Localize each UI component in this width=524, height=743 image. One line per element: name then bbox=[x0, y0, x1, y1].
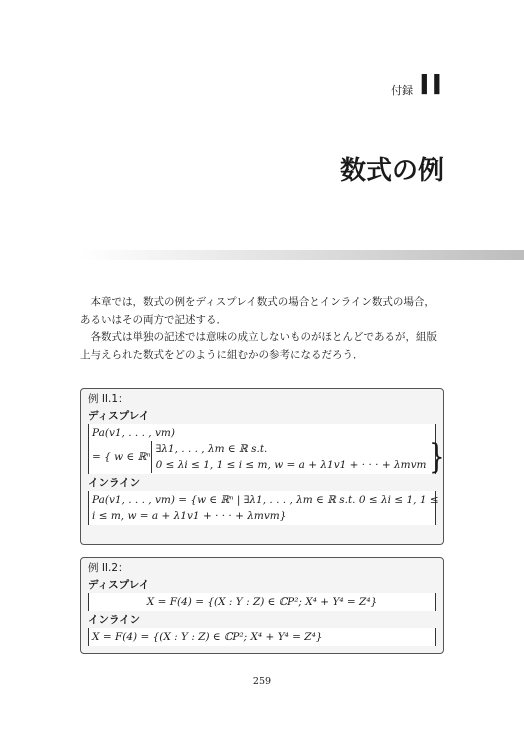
math-line: ∃λ1, . . . , λm ∈ ℝ s.t. bbox=[155, 443, 268, 455]
example-box-1 bbox=[80, 388, 444, 545]
page-number: 259 bbox=[252, 676, 272, 687]
math-line: Pa(v1, . . . , vm) = {w ∈ ℝⁿ | ∃λ1, . . . , λm ∈ ℝ s.t. 0 ≤ λi ≤ 1, 1 ≤ bbox=[92, 494, 439, 506]
intro-text bbox=[80, 294, 444, 364]
example-title: 例 II.2： bbox=[88, 562, 129, 574]
decorative-rule-bar bbox=[80, 250, 524, 260]
math-line: Pa(v1, . . . , vm) bbox=[92, 427, 175, 439]
intro-paragraph: 各数式は単独の記述では意味の成立しないものがほとんどであるが，組版上与えられた数式をどのように組むかの参考になるだろう． bbox=[80, 331, 437, 361]
math-line: i ≤ m, w = a + λ1v1 + · · · + λmvm} bbox=[92, 510, 287, 522]
appendix-label bbox=[391, 68, 444, 101]
example-box-2 bbox=[80, 557, 444, 654]
set-prefix: = { w ∈ ℝⁿ bbox=[92, 451, 151, 463]
display-math bbox=[88, 593, 436, 611]
inline-math bbox=[88, 491, 439, 525]
math-line: X = F(4) = {(X : Y : Z) ∈ ℂP²; X⁴ + Y⁴ = Z⁴} bbox=[92, 631, 323, 643]
inline-heading: インライン bbox=[88, 477, 141, 489]
math-line: 0 ≤ λi ≤ 1, 1 ≤ i ≤ m, w = a + λ1v1 + · · · + λmvm bbox=[155, 459, 427, 471]
example-title: 例 II.1： bbox=[88, 393, 129, 405]
display-math bbox=[88, 424, 445, 477]
display-heading: ディスプレイ bbox=[88, 410, 150, 422]
intro-paragraph: 本章では，数式の例をディスプレイ数式の場合とインライン数式の場合，あるいはその両方で記述する． bbox=[80, 296, 435, 326]
set-definition bbox=[92, 437, 445, 477]
chapter-title: 数式の例 bbox=[339, 156, 444, 186]
appendix-number: II bbox=[419, 68, 444, 101]
right-brace: } bbox=[429, 437, 445, 477]
appendix-kind: 付録 bbox=[391, 84, 414, 97]
display-heading: ディスプレイ bbox=[88, 579, 150, 591]
inline-math bbox=[88, 628, 436, 646]
inline-heading: インライン bbox=[88, 614, 141, 626]
set-conditions bbox=[151, 441, 427, 473]
math-line: X = F(4) = {(X : Y : Z) ∈ ℂP²; X⁴ + Y⁴ = Z⁴} bbox=[146, 596, 378, 608]
